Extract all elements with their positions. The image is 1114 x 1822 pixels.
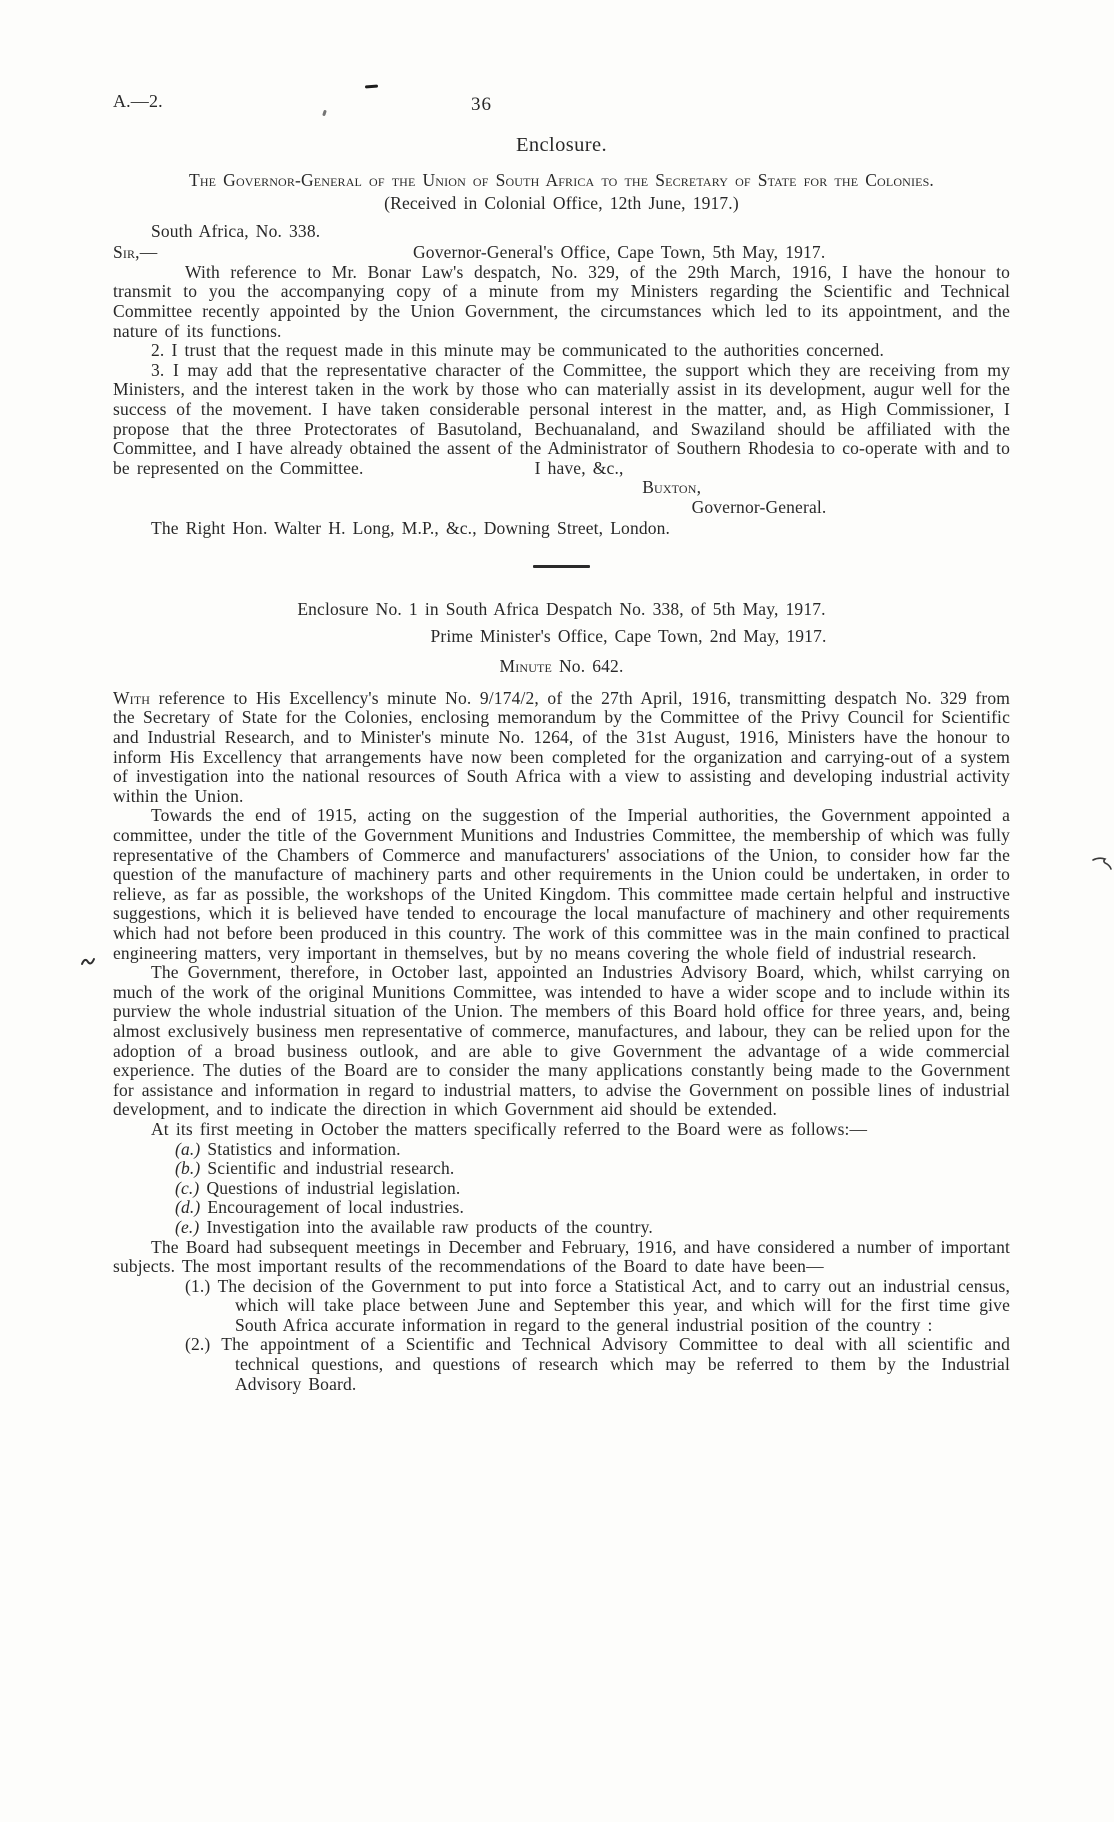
item-marker: (2.) xyxy=(185,1334,211,1355)
item-marker: (c.) xyxy=(175,1177,200,1198)
pm-office-date-line: Prime Minister's Office, Cape Town, 2nd May, 1917. xyxy=(430,625,827,646)
item-text: The appointment of a Scientific and Technical Advisory Committee to deal with all scientific and technical questions, and questions of research which may be referred to them by the Industrial Advisory Board. xyxy=(221,1334,1010,1394)
despatch-paragraph-1: With reference to Mr. Bonar Law's despatch, No. 329, of the 29th March, 1916, I have the honour to transmit to you the accompanying copy of a minute from my Ministers regarding the Scientific and Technical Committee recently appointed by the Union Government, the circumstances which led to its appointment, and the nature of its functions. xyxy=(113,261,1010,341)
item-text: Statistics and information. xyxy=(207,1138,401,1159)
minute-paragraph-1 xyxy=(113,689,1010,807)
valediction: I have, &c., xyxy=(534,457,624,478)
item-text: Scientific and industrial research. xyxy=(207,1158,455,1179)
page-header xyxy=(113,92,1010,114)
ink-mark-margin-left xyxy=(80,952,96,972)
enclosure-heading: Enclosure. xyxy=(515,134,608,156)
item-marker: (a.) xyxy=(175,1138,201,1159)
list-item xyxy=(113,1198,1010,1218)
list-item xyxy=(113,1218,1010,1238)
minute-paragraph-1-lead: With xyxy=(113,687,151,708)
minute-number: No. 642. xyxy=(559,656,624,677)
minute-paragraph-1-rest: reference to His Excellency's minute No. 9/174/2, of the 27th April, 1916, transmitting despatch No. 329 from the Secretary of State for the Colonies, enclosing memorandum by the Committee of the Privy Council for Scientific and Industrial Research, and to Minister's minute No. 1264, of the 31st August, 1916, Ministers have the honour to inform His Excellency that arrangements have now been completed for the organization and carrying-out of a system of investigation into the national resources of South Africa with a view to assisting and developing industrial activity within the Union. xyxy=(113,687,1010,806)
matters-list xyxy=(113,1140,1010,1238)
minute-paragraph-2: Towards the end of 1915, acting on the suggestion of the Imperial authorities, the Government appointed a committee, under the title of the Government Munitions and Industries Committee, the membership of which was fully representative of the Chambers of Commerce and manufacturers' associations of the Union, to consider how far the question of the manufacture of machinery parts and other requirements in the Union could be undertaken, in order to relieve, as far as possible, the workshops of the United Kingdom. This committee made certain helpful and instructive suggestions, which it is believed have tended to encourage the local manufacture of machinery and other requirements which had not before been produced in this country. The work of this committee was in the main confined to practical engineering matters, very important in themselves, but by no means covering the whole field of industrial research. xyxy=(113,805,1010,963)
document-reference: A.—2. xyxy=(113,91,163,111)
results-list xyxy=(113,1277,1010,1395)
item-text: The decision of the Government to put into force a Statistical Act, and to carry out an industrial census, which will take place between June and September this year, and which will for the first time give South Africa accurate information in regard to the general industrial position of the country : xyxy=(217,1275,1010,1335)
ink-mark-dash xyxy=(365,85,378,89)
received-line: (Received in Colonial Office, 12th June, 1917.) xyxy=(384,192,739,213)
item-marker: (d.) xyxy=(175,1197,201,1218)
minute-word: Minute xyxy=(499,656,552,677)
list-item xyxy=(113,1277,1010,1336)
salutation-row xyxy=(113,243,1010,263)
enclosure-1-title: Enclosure No. 1 in South Africa Despatch No. 338, of 5th May, 1917. xyxy=(297,599,826,620)
item-marker: (1.) xyxy=(185,1275,211,1296)
item-text: Encouragement of local industries. xyxy=(207,1197,464,1218)
minute-number-heading xyxy=(113,657,1010,677)
signature-name: Buxton, xyxy=(642,477,702,498)
ink-mark-dot xyxy=(322,110,327,117)
despatch-reference: South Africa, No. 338. xyxy=(151,221,321,242)
list-item xyxy=(113,1179,1010,1199)
salutation: Sir,— xyxy=(113,241,158,262)
section-divider xyxy=(533,565,590,568)
item-text: Questions of industrial legislation. xyxy=(206,1177,461,1198)
list-item xyxy=(113,1140,1010,1160)
signature-title: Governor-General. xyxy=(691,496,827,517)
list-item xyxy=(113,1335,1010,1394)
item-text: Investigation into the available raw products of the country. xyxy=(206,1216,653,1237)
results-intro: The Board had subsequent meetings in December and February, 1916, and have considered a number of important subjects. The most important results of the recommendations of the Board to date have been— xyxy=(113,1236,1010,1277)
item-marker: (e.) xyxy=(175,1216,200,1237)
page-content xyxy=(113,0,1010,1394)
page-number: 36 xyxy=(471,94,492,115)
despatch-address-line: The Governor-General of the Union of South Africa to the Secretary of State for the Colonies. xyxy=(189,169,934,190)
minute-paragraph-3: The Government, therefore, in October last, appointed an Industries Advisory Board, which, whilst carrying on much of the work of the original Munitions Committee, was intended to have a wider scope and to include within its purview the whole industrial situation of the Union. The members of this Board hold office for three years, and, being almost exclusively business men representative of commerce, manufactures, and labour, they can be relied upon for the adoption of a broad business outlook, and are able to give Government the advantage of a wide commercial experience. The duties of the Board are to consider the many applications constantly being made to the Government for assistance and information in regard to industrial matters, to advise the Government on possible lines of industrial development, and to indicate the direction in which Government aid should be extended. xyxy=(113,962,1010,1120)
matters-intro: At its first meeting in October the matters specifically referred to the Board were as follows:— xyxy=(151,1118,868,1139)
item-marker: (b.) xyxy=(175,1158,201,1179)
ink-mark-margin-right xyxy=(1091,855,1113,876)
office-date-line: Governor-General's Office, Cape Town, 5th May, 1917. xyxy=(413,241,826,262)
list-item xyxy=(113,1159,1010,1179)
addressee-line: The Right Hon. Walter H. Long, M.P., &c., Downing Street, London. xyxy=(151,517,671,538)
despatch-paragraph-2: 2. I trust that the request made in this minute may be communicated to the authorities concerned. xyxy=(151,340,884,361)
despatch-paragraph-3: 3. I may add that the representative character of the Committee, the support which they are receiving from my Ministers, and the interest taken in the work by those who can materially assist in its development, augur well for the success of the movement. I have taken considerable personal interest in the matter, and, as High Commissioner, I propose that the three Protectorates of Basutoland, Bechuanaland, and Swaziland should be affiliated with the Committee, and I have already obtained the assent of the Administrator of Southern Rhodesia to co-operate with and to be represented on the Committee. xyxy=(113,359,1010,478)
